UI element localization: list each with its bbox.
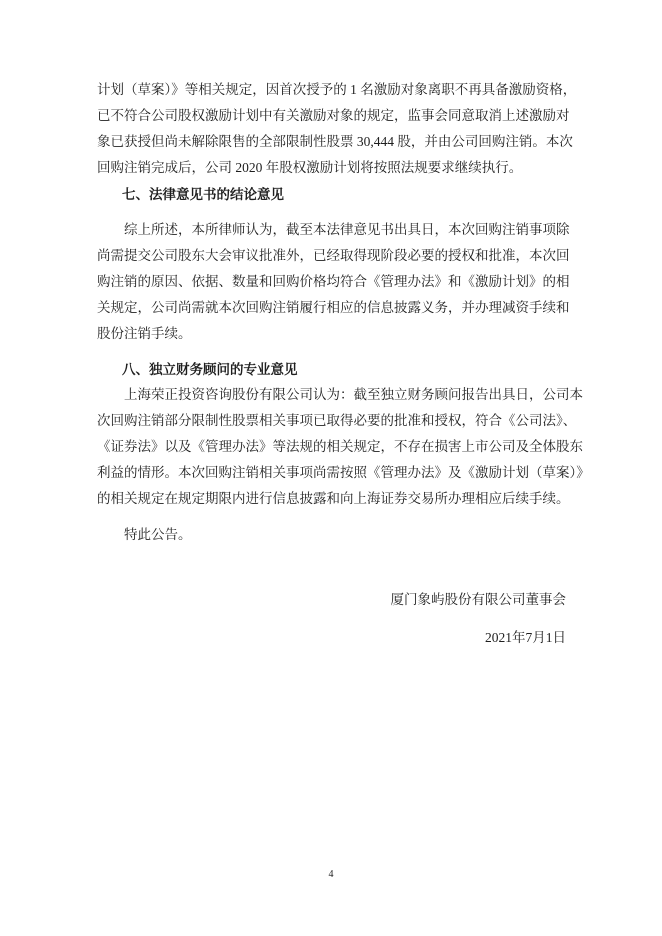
paragraph-line: 购注销的原因、依据、数量和回购价格均符合《管理办法》和《激励计划》的相 <box>97 274 570 289</box>
section-heading-financial-advisor: 八、独立财务顾问的专业意见 <box>122 362 298 377</box>
paragraph-line: 综上所述，本所律师认为，截至本法律意见书出具日，本次回购注销事项除 <box>124 222 570 237</box>
paragraph-line: 股份注销手续。 <box>97 326 192 341</box>
paragraph-line: 《证券法》以及《管理办法》等法规的相关规定，不存在损害上市公司及全体股东 <box>97 439 583 454</box>
signature-company: 厦门象屿股份有限公司董事会 <box>390 592 566 607</box>
paragraph-line: 尚需提交公司股东大会审议批准外，已经取得现阶段必要的授权和批准，本次回 <box>97 248 570 263</box>
paragraph-line: 关规定，公司尚需就本次回购注销履行相应的信息披露义务，并办理减资手续和 <box>97 300 570 315</box>
paragraph-line: 回购注销完成后，公司 2020 年股权激励计划将按照法规要求继续执行。 <box>97 160 523 175</box>
closing-statement: 特此公告。 <box>124 527 192 542</box>
section-heading-legal-opinion: 七、法律意见书的结论意见 <box>122 187 284 202</box>
paragraph-line: 上海荣正投资咨询股份有限公司认为：截至独立财务顾问报告出具日，公司本 <box>124 387 583 402</box>
paragraph-line: 已不符合公司股权激励计划中有关激励对象的规定，监事会同意取消上述激励对 <box>97 108 570 123</box>
paragraph-line: 象已获授但尚未解除限售的全部限制性股票 30,444 股，并由公司回购注销。本次 <box>97 134 573 149</box>
signature-date: 2021年7月1日 <box>485 630 566 645</box>
page-number: 4 <box>328 869 334 880</box>
paragraph-line: 的相关规定在规定期限内进行信息披露和向上海证券交易所办理相应后续手续。 <box>97 491 570 506</box>
paragraph-line: 次回购注销部分限制性股票相关事项已取得必要的批准和授权，符合《公司法》、 <box>97 413 577 428</box>
paragraph-line: 计划（草案）》等相关规定，因首次授予的 1 名激励对象离职不再具备激励资格， <box>97 82 577 97</box>
paragraph-line: 利益的情形。本次回购注销相关事项尚需按照《管理办法》及《激励计划（草案）》 <box>97 465 590 480</box>
